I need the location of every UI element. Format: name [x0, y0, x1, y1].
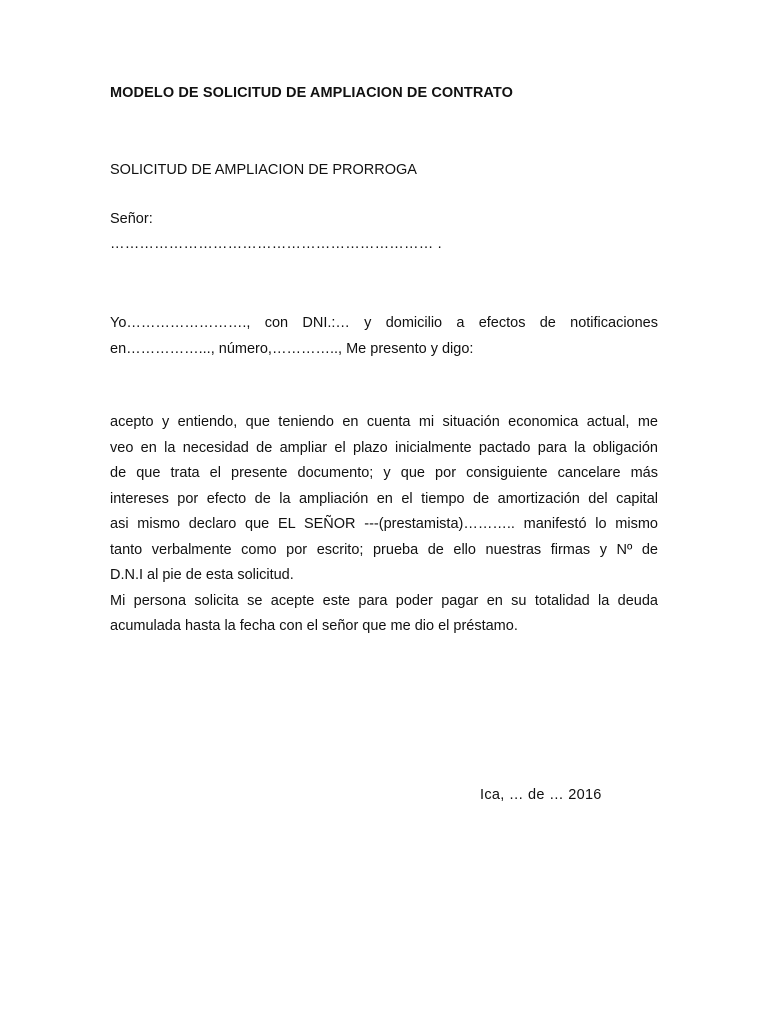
- body-line: veo en la necesidad de ampliar el plazo inicialmente pactado para la obligación: [110, 439, 658, 456]
- intro-line: en……………..., número,………….., Me presento y digo:: [110, 340, 474, 357]
- intro-paragraph: [110, 311, 658, 362]
- salutation: Señor:: [110, 211, 153, 227]
- body-line: acumulada hasta la fecha con el señor que me dio el préstamo.: [110, 618, 518, 634]
- body-line: tanto verbalmente como por escrito; prueba de ello nuestras firmas y Nº de: [110, 541, 658, 558]
- body-line: Mi persona solicita se acepte este para poder pagar en su totalidad la deuda: [110, 592, 658, 609]
- addressee-blank-line: ………………………………………………………… .: [110, 236, 442, 252]
- intro-line: Yo……………………., con DNI.:… y domicilio a efectos de notificaciones: [110, 315, 658, 331]
- body-paragraph: [110, 410, 658, 640]
- body-line: de que trata el presente documento; y que por consiguiente cancelare más: [110, 465, 658, 481]
- body-line: asi mismo declaro que EL SEÑOR ---(prestamista)……….. manifestó lo mismo: [110, 516, 658, 532]
- body-line: intereses por efecto de la ampliación en el tiempo de amortización del capital: [110, 490, 658, 507]
- body-line: acepto y entiendo, que teniendo en cuenta mi situación economica actual, me: [110, 414, 658, 430]
- document-subtitle: SOLICITUD DE AMPLIACION DE PRORROGA: [110, 162, 417, 178]
- document-title: MODELO DE SOLICITUD DE AMPLIACION DE CONTRATO: [110, 85, 513, 101]
- place-date-line: Ica, … de … 2016: [480, 787, 602, 803]
- body-line: D.N.I al pie de esta solicitud.: [110, 567, 294, 583]
